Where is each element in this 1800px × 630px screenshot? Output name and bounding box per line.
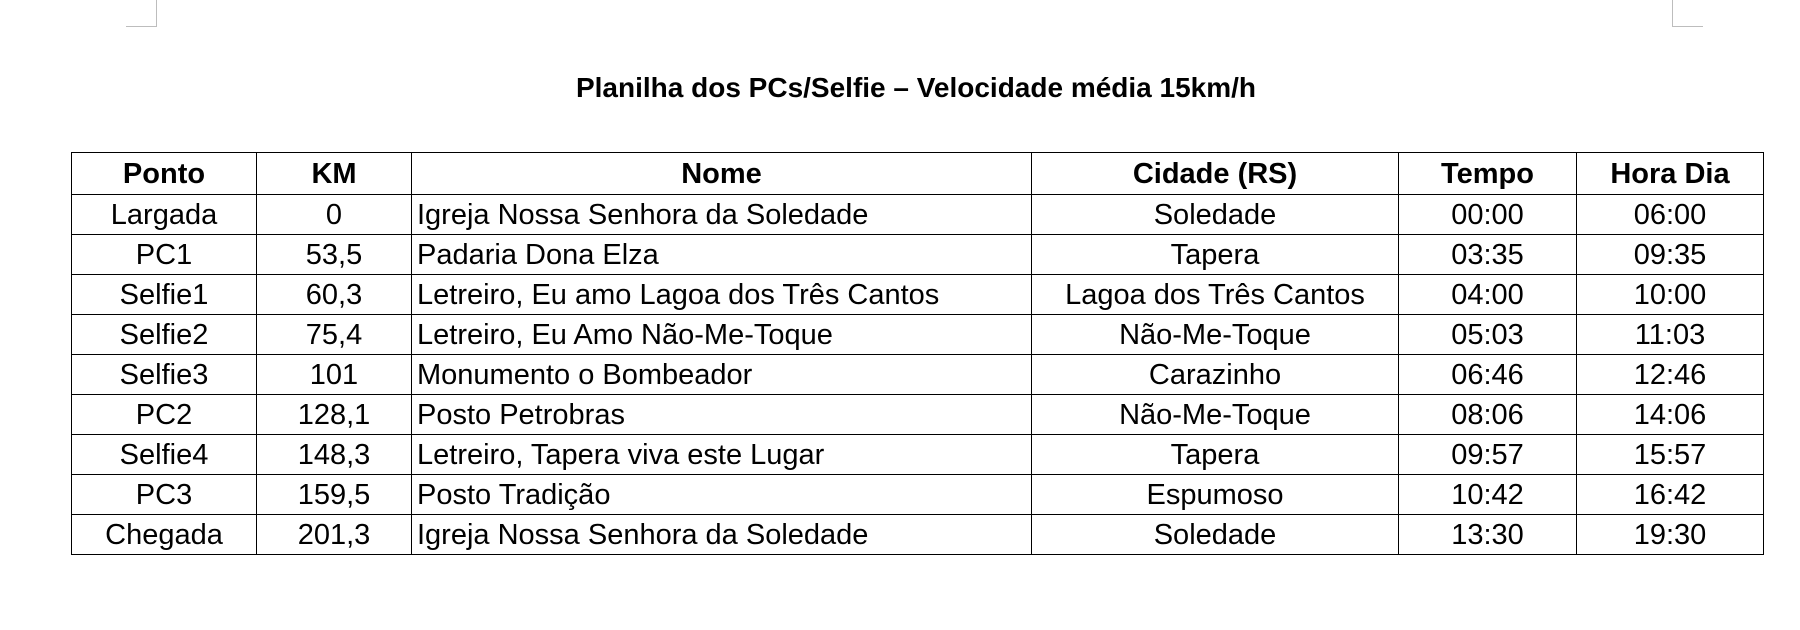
cell-nome: Igreja Nossa Senhora da Soledade [412,515,1032,555]
cell-nome: Posto Petrobras [412,395,1032,435]
cell-hora-dia: 10:00 [1577,275,1764,315]
document-title: Planilha dos PCs/Selfie – Velocidade média 15km/h [575,72,1257,103]
cell-ponto: Selfie3 [72,355,257,395]
page-corner-mark-right [1672,0,1703,27]
table-row [72,315,1764,355]
cell-hora-dia: 09:35 [1577,235,1764,275]
cell-nome: Igreja Nossa Senhora da Soledade [412,195,1032,235]
cell-hora-dia: 12:46 [1577,355,1764,395]
page-corner-mark-left [126,0,157,27]
cell-km: 159,5 [257,475,412,515]
cell-cidade: Tapera [1032,435,1399,475]
cell-tempo: 09:57 [1399,435,1577,475]
cell-km: 128,1 [257,395,412,435]
cell-hora-dia: 14:06 [1577,395,1764,435]
table-header-row [72,153,1764,195]
table-row [72,275,1764,315]
cell-hora-dia: 06:00 [1577,195,1764,235]
cell-cidade: Espumoso [1032,475,1399,515]
cell-nome: Posto Tradição [412,475,1032,515]
cell-ponto: Largada [72,195,257,235]
cell-ponto: Selfie2 [72,315,257,355]
cell-cidade: Soledade [1032,515,1399,555]
header-tempo: Tempo [1399,153,1577,195]
cell-hora-dia: 15:57 [1577,435,1764,475]
cell-ponto: Selfie4 [72,435,257,475]
cell-km: 60,3 [257,275,412,315]
cell-ponto: Selfie1 [72,275,257,315]
cell-tempo: 04:00 [1399,275,1577,315]
header-cidade: Cidade (RS) [1032,153,1399,195]
cell-nome: Letreiro, Eu Amo Não-Me-Toque [412,315,1032,355]
table-row [72,475,1764,515]
cell-cidade: Lagoa dos Três Cantos [1032,275,1399,315]
table-row [72,435,1764,475]
cell-cidade: Não-Me-Toque [1032,315,1399,355]
cell-km: 201,3 [257,515,412,555]
cell-cidade: Tapera [1032,235,1399,275]
table-row [72,235,1764,275]
table-row [72,355,1764,395]
cell-tempo: 05:03 [1399,315,1577,355]
cell-nome: Letreiro, Eu amo Lagoa dos Três Cantos [412,275,1032,315]
cell-ponto: PC1 [72,235,257,275]
cell-tempo: 13:30 [1399,515,1577,555]
table-row [72,395,1764,435]
cell-tempo: 00:00 [1399,195,1577,235]
cell-hora-dia: 11:03 [1577,315,1764,355]
cell-cidade: Não-Me-Toque [1032,395,1399,435]
cell-km: 75,4 [257,315,412,355]
header-km: KM [257,153,412,195]
cell-cidade: Soledade [1032,195,1399,235]
cell-tempo: 03:35 [1399,235,1577,275]
cell-tempo: 06:46 [1399,355,1577,395]
header-hora-dia: Hora Dia [1577,153,1764,195]
cell-nome: Letreiro, Tapera viva este Lugar [412,435,1032,475]
header-ponto: Ponto [72,153,257,195]
cell-hora-dia: 16:42 [1577,475,1764,515]
cell-ponto: PC3 [72,475,257,515]
cell-ponto: Chegada [72,515,257,555]
table-row [72,515,1764,555]
cell-km: 101 [257,355,412,395]
cell-hora-dia: 19:30 [1577,515,1764,555]
cell-tempo: 10:42 [1399,475,1577,515]
header-nome: Nome [412,153,1032,195]
cell-cidade: Carazinho [1032,355,1399,395]
cell-km: 53,5 [257,235,412,275]
cell-km: 0 [257,195,412,235]
cell-tempo: 08:06 [1399,395,1577,435]
route-table [71,152,1764,555]
cell-km: 148,3 [257,435,412,475]
cell-nome: Monumento o Bombeador [412,355,1032,395]
table-row [72,195,1764,235]
cell-ponto: PC2 [72,395,257,435]
cell-nome: Padaria Dona Elza [412,235,1032,275]
